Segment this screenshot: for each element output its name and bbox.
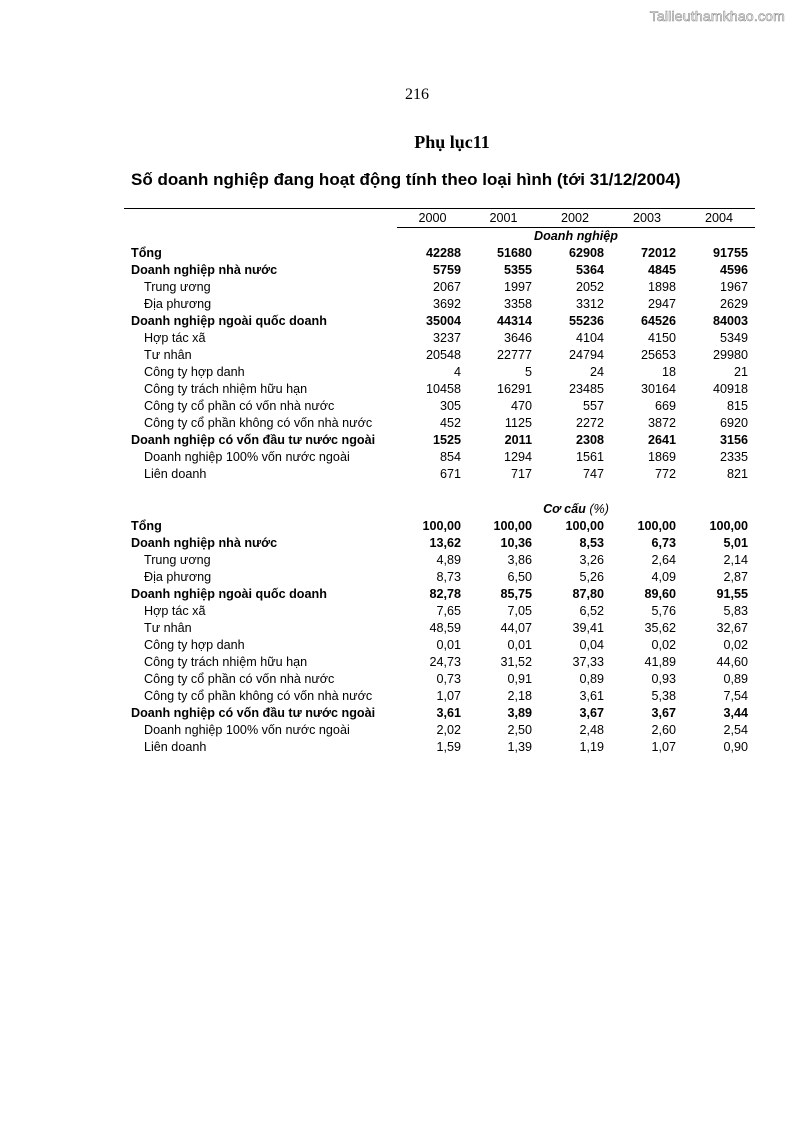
cell-value: 100,00 <box>709 519 748 533</box>
row-label: Tổng <box>131 519 162 533</box>
table-row <box>124 330 755 347</box>
table-row <box>124 279 755 296</box>
cell-value: 0,73 <box>436 672 461 686</box>
row-label: Công ty cổ phần có vốn nhà nước <box>144 399 335 413</box>
table-title: Số doanh nghiệp đang hoạt động tính theo loại hình (tới 31/12/2004) <box>131 170 681 189</box>
cell-value: 1,07 <box>651 740 676 754</box>
cell-value: 772 <box>654 467 676 481</box>
cell-value: 87,80 <box>572 587 604 601</box>
row-label: Doanh nghiệp nhà nước <box>131 536 278 550</box>
cell-value: 5355 <box>503 263 532 277</box>
year-header-row <box>124 210 755 228</box>
cell-value: 85,75 <box>500 587 532 601</box>
cell-value: 21 <box>733 365 748 379</box>
cell-value: 3,44 <box>723 706 748 720</box>
row-label: Công ty trách nhiệm hữu hạn <box>144 382 308 396</box>
cell-value: 5,76 <box>651 604 676 618</box>
cell-value: 1869 <box>647 450 676 464</box>
cell-value: 62908 <box>568 246 604 260</box>
cell-value: 24,73 <box>429 655 461 669</box>
cell-value: 44,60 <box>716 655 748 669</box>
table-row <box>124 296 755 313</box>
cell-value: 48,59 <box>429 621 461 635</box>
table-row <box>124 688 755 705</box>
row-label: Công ty cổ phần không có vốn nhà nước <box>144 689 373 703</box>
cell-value: 671 <box>439 467 461 481</box>
cell-value: 29980 <box>712 348 748 362</box>
table-row <box>124 620 755 637</box>
cell-value: 44314 <box>496 314 532 328</box>
cell-value: 0,02 <box>651 638 676 652</box>
cell-value: 0,89 <box>723 672 748 686</box>
cell-value: 13,62 <box>429 536 461 550</box>
cell-value: 4104 <box>575 331 604 345</box>
row-label: Công ty cổ phần không có vốn nhà nước <box>144 416 373 430</box>
cell-value: 4596 <box>719 263 748 277</box>
cell-value: 305 <box>439 399 461 413</box>
cell-value: 3692 <box>432 297 461 311</box>
cell-value: 72012 <box>640 246 676 260</box>
table-row <box>124 245 755 262</box>
cell-value: 2052 <box>575 280 604 294</box>
row-label: Địa phương <box>144 570 212 584</box>
year-header: 2000 <box>397 210 468 228</box>
header-spacer <box>124 210 397 228</box>
table-row <box>124 722 755 739</box>
cell-value: 23485 <box>568 382 604 396</box>
table-row <box>124 705 755 722</box>
cell-value: 8,73 <box>436 570 461 584</box>
cell-value: 100,00 <box>565 519 604 533</box>
table-row <box>124 415 755 432</box>
cell-value: 0,01 <box>436 638 461 652</box>
cell-value: 1294 <box>503 450 532 464</box>
cell-value: 5,01 <box>723 536 748 550</box>
cell-value: 7,54 <box>723 689 748 703</box>
cell-value: 2,48 <box>579 723 604 737</box>
cell-value: 0,02 <box>723 638 748 652</box>
row-label: Công ty trách nhiệm hữu hạn <box>144 655 308 669</box>
watermark: Tailieuthamkhao.com <box>649 8 785 24</box>
table-row <box>124 432 755 449</box>
cell-value: 3,67 <box>579 706 604 720</box>
cell-value: 2629 <box>719 297 748 311</box>
cell-value: 2,14 <box>723 553 748 567</box>
cell-value: 1967 <box>719 280 748 294</box>
cell-value: 64526 <box>640 314 676 328</box>
cell-value: 5349 <box>719 331 748 345</box>
cell-value: 0,93 <box>651 672 676 686</box>
enterprise-table <box>124 210 755 756</box>
cell-value: 2335 <box>719 450 748 464</box>
cell-value: 4 <box>453 365 461 379</box>
year-header: 2003 <box>611 210 683 228</box>
table-row <box>124 739 755 756</box>
table-row <box>124 569 755 586</box>
cell-value: 42288 <box>425 246 461 260</box>
cell-value: 717 <box>510 467 532 481</box>
table-row <box>124 262 755 279</box>
cell-value: 1525 <box>432 433 461 447</box>
cell-value: 2,02 <box>436 723 461 737</box>
cell-value: 7,05 <box>507 604 532 618</box>
cell-value: 35004 <box>425 314 461 328</box>
cell-value: 84003 <box>712 314 748 328</box>
cell-value: 100,00 <box>422 519 461 533</box>
cell-value: 2067 <box>432 280 461 294</box>
cell-value: 0,89 <box>579 672 604 686</box>
cell-value: 24794 <box>568 348 604 362</box>
row-label: Công ty cổ phần có vốn nhà nước <box>144 672 335 686</box>
row-label: Doanh nghiệp nhà nước <box>131 263 278 277</box>
cell-value: 5,38 <box>651 689 676 703</box>
page-number: 216 <box>405 86 429 103</box>
cell-value: 6,52 <box>579 604 604 618</box>
cell-value: 3,67 <box>651 706 676 720</box>
cell-value: 3,86 <box>507 553 532 567</box>
section-title-share <box>397 501 755 518</box>
table-row <box>124 313 755 330</box>
cell-value: 1561 <box>575 450 604 464</box>
row-label: Liên doanh <box>144 467 207 481</box>
row-label: Địa phương <box>144 297 212 311</box>
cell-value: 24 <box>589 365 604 379</box>
cell-value: 7,65 <box>436 604 461 618</box>
cell-value: 0,90 <box>723 740 748 754</box>
cell-value: 3,89 <box>507 706 532 720</box>
cell-value: 37,33 <box>572 655 604 669</box>
cell-value: 2,18 <box>507 689 532 703</box>
cell-value: 51680 <box>496 246 532 260</box>
row-label: Liên doanh <box>144 740 207 754</box>
section-title-share-unit: (%) <box>589 502 609 516</box>
row-label: Công ty hợp danh <box>144 365 245 379</box>
cell-value: 44,07 <box>500 621 532 635</box>
section-title-count: Doanh nghiệp <box>534 229 618 243</box>
cell-value: 1,07 <box>436 689 461 703</box>
cell-value: 6920 <box>719 416 748 430</box>
cell-value: 2641 <box>647 433 676 447</box>
cell-value: 3,61 <box>579 689 604 703</box>
cell-value: 2,54 <box>723 723 748 737</box>
top-rule <box>124 208 755 209</box>
cell-value: 2,60 <box>651 723 676 737</box>
appendix-title: Phụ lục11 <box>414 132 490 152</box>
row-label: Trung ương <box>144 553 211 567</box>
cell-value: 470 <box>510 399 532 413</box>
row-label: Công ty hợp danh <box>144 638 245 652</box>
cell-value: 30164 <box>640 382 676 396</box>
row-label: Trung ương <box>144 280 211 294</box>
row-label: Hợp tác xã <box>144 604 206 618</box>
row-label: Doanh nghiệp 100% vốn nước ngoài <box>144 723 350 737</box>
cell-value: 2,64 <box>651 553 676 567</box>
cell-value: 815 <box>726 399 748 413</box>
cell-value: 1,19 <box>579 740 604 754</box>
cell-value: 5759 <box>432 263 461 277</box>
cell-value: 6,73 <box>651 536 676 550</box>
cell-value: 5,26 <box>579 570 604 584</box>
row-label: Tư nhân <box>144 621 192 635</box>
cell-value: 25653 <box>640 348 676 362</box>
table-row <box>124 552 755 569</box>
cell-value: 4150 <box>647 331 676 345</box>
cell-value: 0,91 <box>507 672 532 686</box>
cell-value: 20548 <box>425 348 461 362</box>
cell-value: 10458 <box>425 382 461 396</box>
cell-value: 821 <box>726 467 748 481</box>
cell-value: 854 <box>439 450 461 464</box>
cell-value: 3,61 <box>436 706 461 720</box>
row-label: Doanh nghiệp ngoài quốc doanh <box>131 587 327 601</box>
cell-value: 6,50 <box>507 570 532 584</box>
row-label: Tư nhân <box>144 348 192 362</box>
cell-value: 91755 <box>712 246 748 260</box>
cell-value: 10,36 <box>500 536 532 550</box>
cell-value: 0,01 <box>507 638 532 652</box>
cell-value: 2947 <box>647 297 676 311</box>
table-row <box>124 364 755 381</box>
cell-value: 5,83 <box>723 604 748 618</box>
cell-value: 1898 <box>647 280 676 294</box>
cell-value: 3156 <box>719 433 748 447</box>
cell-value: 3312 <box>575 297 604 311</box>
year-header: 2004 <box>683 210 755 228</box>
cell-value: 22777 <box>496 348 532 362</box>
cell-value: 2011 <box>504 433 532 447</box>
cell-value: 16291 <box>496 382 532 396</box>
cell-value: 100,00 <box>637 519 676 533</box>
cell-value: 5 <box>524 365 532 379</box>
cell-value: 41,89 <box>644 655 676 669</box>
cell-value: 747 <box>582 467 604 481</box>
cell-value: 2,50 <box>507 723 532 737</box>
cell-value: 32,67 <box>716 621 748 635</box>
table-row <box>124 347 755 364</box>
cell-value: 8,53 <box>579 536 604 550</box>
cell-value: 39,41 <box>572 621 604 635</box>
table-row <box>124 449 755 466</box>
section-header-row <box>124 501 755 518</box>
table-row <box>124 671 755 688</box>
table-row <box>124 637 755 654</box>
year-header: 2002 <box>539 210 611 228</box>
cell-value: 3646 <box>503 331 532 345</box>
cell-value: 1,59 <box>436 740 461 754</box>
cell-value: 2,87 <box>723 570 748 584</box>
cell-value: 669 <box>654 399 676 413</box>
section-gap <box>124 483 755 501</box>
cell-value: 100,00 <box>493 519 532 533</box>
table-row <box>124 398 755 415</box>
table-row <box>124 586 755 603</box>
section-share-body <box>124 501 755 756</box>
cell-value: 55236 <box>568 314 604 328</box>
row-label: Doanh nghiệp 100% vốn nước ngoài <box>144 450 350 464</box>
row-label: Doanh nghiệp ngoài quốc doanh <box>131 314 327 328</box>
table-row <box>124 466 755 483</box>
table-row <box>124 535 755 552</box>
table-row <box>124 518 755 535</box>
cell-value: 557 <box>582 399 604 413</box>
table-row <box>124 381 755 398</box>
cell-value: 2272 <box>575 416 604 430</box>
cell-value: 89,60 <box>644 587 676 601</box>
cell-value: 4,09 <box>651 570 676 584</box>
cell-value: 4845 <box>647 263 676 277</box>
cell-value: 91,55 <box>716 587 748 601</box>
cell-value: 1125 <box>504 416 532 430</box>
cell-value: 35,62 <box>644 621 676 635</box>
row-label: Hợp tác xã <box>144 331 206 345</box>
cell-value: 82,78 <box>429 587 461 601</box>
cell-value: 1,39 <box>507 740 532 754</box>
cell-value: 40918 <box>712 382 748 396</box>
section-count-body <box>124 228 755 484</box>
cell-value: 2308 <box>575 433 604 447</box>
row-label: Doanh nghiệp có vốn đầu tư nước ngoài <box>131 433 376 447</box>
cell-value: 3358 <box>503 297 532 311</box>
table-row <box>124 603 755 620</box>
cell-value: 31,52 <box>500 655 532 669</box>
cell-value: 18 <box>661 365 676 379</box>
cell-value: 0,04 <box>579 638 604 652</box>
cell-value: 452 <box>439 416 461 430</box>
row-label: Doanh nghiệp có vốn đầu tư nước ngoài <box>131 706 376 720</box>
cell-value: 3872 <box>647 416 676 430</box>
cell-value: 3,26 <box>579 553 604 567</box>
section-title-share-text: Cơ cấu <box>543 502 586 516</box>
section-header-row <box>124 228 755 246</box>
year-header: 2001 <box>468 210 539 228</box>
cell-value: 3237 <box>432 331 461 345</box>
table-row <box>124 654 755 671</box>
row-label: Tổng <box>131 246 162 260</box>
cell-value: 4,89 <box>436 553 461 567</box>
cell-value: 1997 <box>503 280 532 294</box>
cell-value: 5364 <box>575 263 604 277</box>
